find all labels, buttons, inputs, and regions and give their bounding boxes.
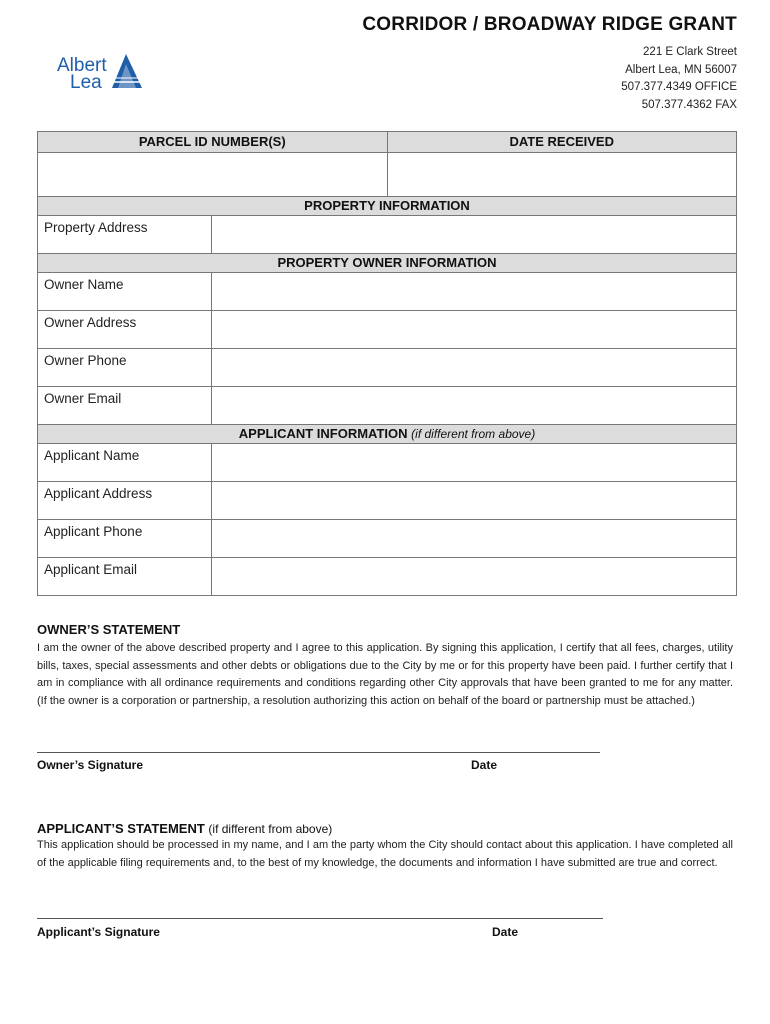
address-fax: 507.377.4362 FAX — [641, 98, 737, 111]
logo-text-albert: Albert — [57, 55, 107, 76]
applicant-statement-heading — [37, 821, 332, 836]
applicant-email-label: Applicant Email — [38, 558, 212, 595]
applicant-date-label: Date — [492, 925, 519, 939]
applicant-statement-text: This application should be processed in my name, and I am the party whom the City should contact about this application. I have completed all of the applicable filing requirements and, to the best of my knowledge, the documents and information I have submitted are true and correct. — [37, 839, 733, 869]
address-city: Albert Lea, MN 56007 — [625, 63, 737, 76]
owner-name-field[interactable] — [212, 273, 736, 310]
owner-date-label: Date — [471, 758, 498, 772]
owner-phone-label: Owner Phone — [38, 349, 212, 386]
applicant-information-header — [38, 425, 736, 444]
parcel-id-header: PARCEL ID NUMBER(S) — [138, 134, 286, 149]
owner-email-field[interactable] — [212, 387, 736, 424]
applicant-section-note: (if different from above) — [411, 427, 536, 441]
applicant-statement-title: APPLICANT’S STATEMENT — [37, 821, 205, 836]
applicant-name-field[interactable] — [212, 444, 736, 481]
owner-email-label: Owner Email — [38, 387, 212, 424]
parcel-id-field[interactable] — [38, 153, 387, 196]
city-logo — [56, 52, 148, 94]
logo-text-lea: Lea — [70, 72, 102, 93]
owner-name-label: Owner Name — [38, 273, 212, 310]
applicant-section-title: APPLICANT INFORMATION — [238, 426, 408, 441]
date-received-header: DATE RECEIVED — [387, 132, 737, 152]
owner-signature-label: Owner’s Signature — [37, 758, 144, 772]
application-form-table — [37, 131, 737, 596]
applicant-phone-label: Applicant Phone — [38, 520, 212, 557]
address-street: 221 E Clark Street — [643, 46, 737, 58]
applicant-address-label: Applicant Address — [38, 482, 212, 519]
owner-phone-field[interactable] — [212, 349, 736, 386]
date-received-field[interactable] — [387, 153, 737, 196]
applicant-name-label: Applicant Name — [38, 444, 212, 481]
applicant-phone-field[interactable] — [212, 520, 736, 557]
property-address-label: Property Address — [38, 216, 212, 253]
applicant-email-field[interactable] — [212, 558, 736, 595]
owner-information-header: PROPERTY OWNER INFORMATION — [38, 254, 736, 273]
applicant-signature-line[interactable] — [37, 918, 603, 919]
address-office-phone: 507.377.4349 OFFICE — [621, 81, 737, 93]
owner-address-label: Owner Address — [38, 311, 212, 348]
applicant-address-field[interactable] — [212, 482, 736, 519]
applicant-statement-note: (if different from above) — [208, 822, 333, 836]
property-address-field[interactable] — [212, 216, 736, 253]
owner-statement-text: I am the owner of the above described property and I agree to this application. By signing this application, I certify that all fees, charges, utility bills, taxes, special assessments and other debts or obligations due to the City by me or for this property have been paid. I further certify that I am in compliance with all ordinance requirements and conditions regarding other City approvals that have been granted to me for any matter. (If the owner is a corporation or partnership, a resolution authorizing this action on behalf of the board or partnership must be attached.) — [37, 642, 733, 707]
owner-statement-heading: OWNER’S STATEMENT — [37, 622, 181, 637]
applicant-signature-label: Applicant’s Signature — [37, 925, 160, 939]
owner-signature-line[interactable] — [37, 752, 600, 753]
page-title: CORRIDOR / BROADWAY RIDGE GRANT — [362, 14, 737, 35]
property-information-header: PROPERTY INFORMATION — [38, 197, 736, 216]
contact-address — [621, 44, 737, 114]
owner-address-field[interactable] — [212, 311, 736, 348]
